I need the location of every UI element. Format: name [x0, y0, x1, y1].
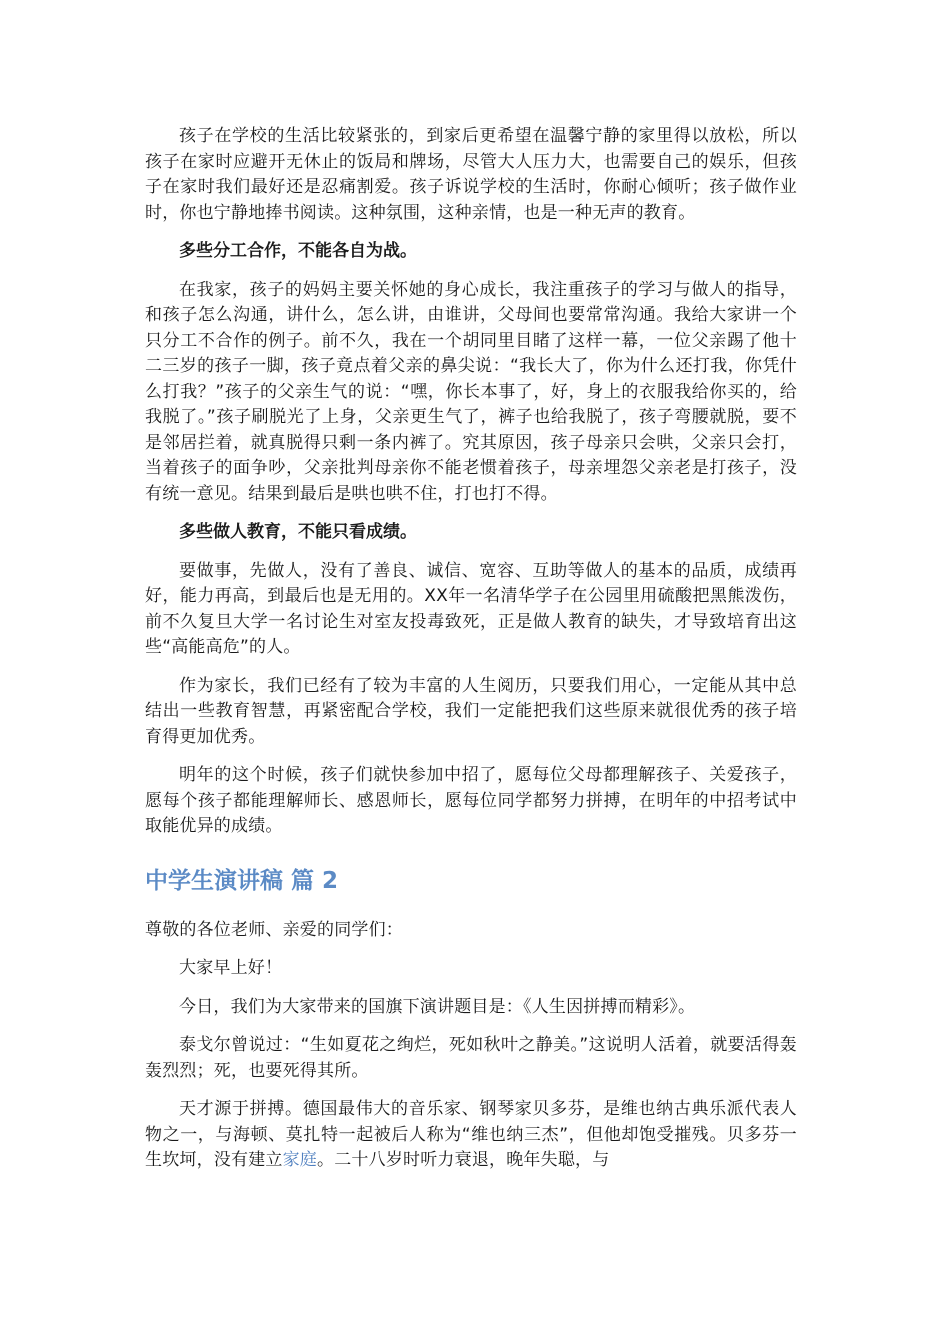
paragraph-wishes: 明年的这个时候，孩子们就快参加中招了，愿每位父母都理解孩子、关爱孩子，愿每个孩子都能理解师长、感恩师长，愿每位同学都努力拼搏，在明年的中招考试中取能优异的成绩。: [145, 765, 797, 836]
paragraph-beethoven: [145, 1097, 797, 1174]
paragraph-tagore-quote: 泰戈尔曾说过：“生如夏花之绚烂，死如秋叶之静美。”这说明人活着，就要活得轰轰烈烈；死，也要死得其所。: [145, 1035, 797, 1081]
family-link[interactable]: 家庭: [282, 1150, 318, 1170]
section-title-speech-2: 中学生演讲稿 篇 2: [145, 867, 339, 894]
paragraph-speech-topic: 今日，我们为大家带来的国旗下演讲题目是：《人生因拼搏而精彩》。: [179, 996, 696, 1017]
document-page: [145, 124, 797, 1187]
subheading-cooperation: 多些分工合作，不能各自为战。: [179, 241, 417, 261]
beethoven-text-start: 天才源于拼搏。德国最伟大的音乐家、钢琴家贝多芬，是维也纳古典乐派代表人物之一，与海顿、莫扎特一起被后人称为“维也纳三杰”，但他却饱受摧残。贝多芬一生坎坷，没有建立: [145, 1099, 797, 1170]
greeting: 尊敬的各位老师、亲爱的同学们：: [145, 919, 403, 940]
beethoven-text-end: 。二十八岁时听力衰退，晚年失聪，与: [317, 1150, 610, 1170]
paragraph-good-morning: 大家早上好！: [179, 958, 283, 978]
paragraph-family-example: 在我家，孩子的妈妈主要关怀她的身心成长，我注重孩子的学习与做人的指导，和孩子怎么沟通，讲什么，怎么讲，由谁讲，父母间也要常常沟通。我给大家讲一个只分工不合作的例子。前不久，我在一个胡同里目睹了这样一幕，一位父亲踢了他十二三岁的孩子一脚，孩子竟点着父亲的鼻尖说：“我长大了，你为什么还打我，你凭什么打我？”孩子的父亲生气的说：“嘿，你长本事了，好，身上的衣服我给你买的，给我脱了。”孩子刷脱光了上身，父亲更生气了，裤子也给我脱了，孩子弯腰就脱，要不是邻居拦着，就真脱得只剩一条内裤了。究其原因，孩子母亲只会哄，父亲只会打，当着孩子的面争吵，父亲批判母亲你不能老惯着孩子，母亲埋怨父亲老是打孩子，没有统一意见。结果到最后是哄也哄不住，打也打不得。: [145, 279, 797, 504]
paragraph-character: 要做事，先做人，没有了善良、诚信、宽容、互助等做人的基本的品质，成绩再好，能力再高，到最后也是无用的。XX年一名清华学子在公园里用硫酸把黑熊泼伤，前不久复旦大学一名讨论生对室友投毒致死，正是做人教育的缺失，才导致培育出这些“高能高危”的人。: [145, 560, 797, 657]
paragraph-parents-wisdom: 作为家长，我们已经有了较为丰富的人生阅历，只要我们用心，一定能从其中总结出一些教育智慧，再紧密配合学校，我们一定能把我们这些原来就很优秀的孩子培育得更加优秀。: [145, 675, 797, 747]
subheading-character-education: 多些做人教育，不能只看成绩。: [179, 522, 417, 542]
paragraph-quiet-home: 孩子在学校的生活比较紧张的，到家后更希望在温馨宁静的家里得以放松，所以孩子在家时应避开无休止的饭局和牌场，尽管大人压力大，也需要自己的娱乐，但孩子在家时我们最好还是忍痛割爱。孩子诉说学校的生活时，你耐心倾听；孩子做作业时，你也宁静地捧书阅读。这种氛围，这种亲情，也是一种无声的教育。: [145, 126, 797, 223]
